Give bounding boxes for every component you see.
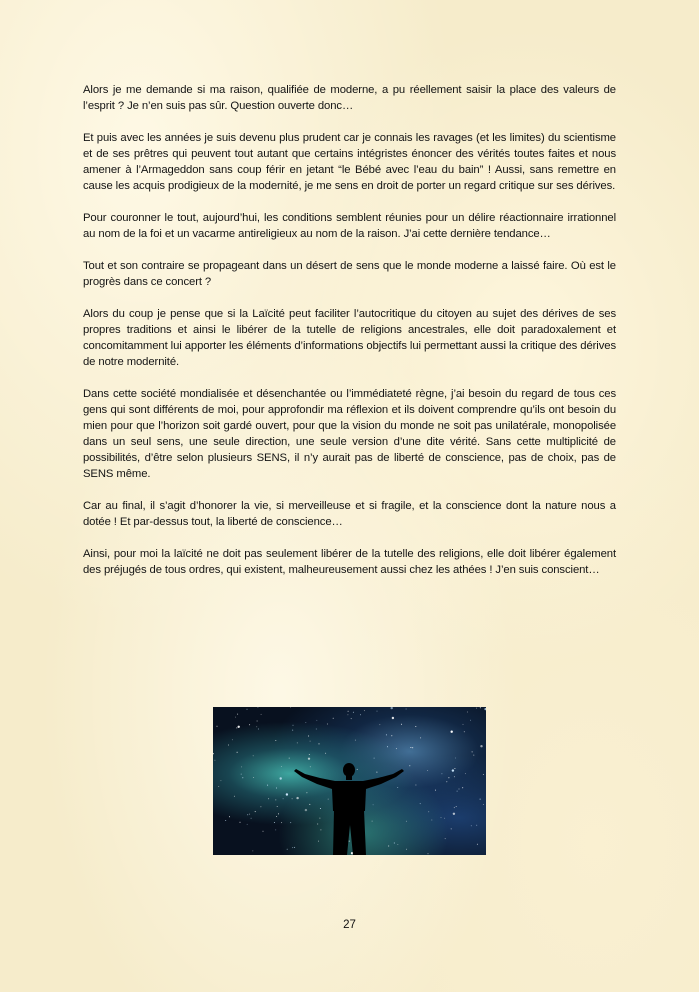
star <box>256 726 257 727</box>
star <box>274 822 275 823</box>
star <box>319 743 320 744</box>
star <box>257 707 258 708</box>
star <box>218 786 219 787</box>
star <box>476 825 477 826</box>
star <box>217 726 218 727</box>
star <box>234 796 235 797</box>
star <box>309 754 310 755</box>
star <box>415 785 416 786</box>
star <box>480 707 481 708</box>
star <box>374 758 375 759</box>
star <box>281 766 282 767</box>
star <box>310 741 311 742</box>
star <box>247 814 248 815</box>
star <box>476 708 477 709</box>
star <box>397 844 398 845</box>
stars <box>213 707 486 854</box>
star <box>372 821 373 822</box>
star <box>241 774 242 775</box>
star <box>441 773 442 774</box>
star <box>253 777 254 778</box>
star <box>379 724 380 725</box>
star <box>247 824 248 825</box>
star <box>293 725 294 726</box>
paragraph: Tout et son contraire se propageant dans un désert de sens que le monde moderne a laissé faire. Où est le progrès dans ce concert ? <box>83 260 616 288</box>
star <box>292 847 293 848</box>
star <box>348 711 349 712</box>
paragraph: Car au final, il s’agit d’honorer la vie, si merveilleuse et si fragile, et la conscience dont la nature nous a dotée ! Et par-dessus tout, la liberté de conscience… <box>83 500 616 528</box>
star <box>257 721 258 722</box>
star <box>391 707 393 709</box>
star <box>297 742 298 743</box>
star <box>290 822 291 823</box>
paragraph: Dans cette société mondialisée et désenchantée ou l’immédiateté règne, j’ai besoin du regard de tous ces gens qui sont différents de moi, pour approfondir ma réflexion et ils doivent comprendre qu’ils ont besoin du mien pour que l’horizon soit gardé ouvert, pour que la vision du monde ne soit pas unilatérale, monopolisée dans un seul sens, une seule direction, une seule version d’une dite vérité. Sans cette multiplicité de possibilités, d’être selon plusieurs SENS, il n’y aurait pas de liberté de conscience, pas de choix, pas de SENS même. <box>83 388 616 480</box>
star <box>410 747 411 748</box>
star <box>477 844 478 845</box>
paragraph: Pour couronner le tout, aujourd’hui, les conditions semblent réunies pour un délire réactionnaire irrationnel au nom de la foi et un vacarme antireligieux au nom de la raison. J’ai cette dernière tendance… <box>83 212 616 240</box>
star <box>213 753 214 754</box>
star <box>357 769 358 770</box>
star <box>238 726 240 728</box>
star <box>428 853 429 854</box>
star <box>451 731 453 733</box>
body-text <box>83 82 616 594</box>
star <box>364 710 365 711</box>
star <box>252 850 253 851</box>
star <box>255 811 256 812</box>
star <box>427 770 428 771</box>
star <box>235 717 236 718</box>
star <box>391 735 392 736</box>
star <box>325 753 326 754</box>
star <box>283 798 284 799</box>
star <box>296 797 298 799</box>
star <box>428 811 429 812</box>
star <box>327 724 328 725</box>
star <box>306 792 307 793</box>
star <box>377 711 378 712</box>
star <box>294 847 295 848</box>
star <box>473 755 474 756</box>
star <box>415 726 416 727</box>
star <box>292 798 293 799</box>
star <box>275 829 276 830</box>
star <box>406 709 407 710</box>
star <box>263 831 264 832</box>
page-number: 27 <box>343 919 356 931</box>
star <box>480 799 481 800</box>
star <box>333 718 334 719</box>
star <box>453 813 455 815</box>
star <box>353 712 354 713</box>
star <box>412 747 413 748</box>
star <box>484 708 486 710</box>
star <box>431 820 432 821</box>
star <box>464 731 465 732</box>
star <box>320 829 321 830</box>
star <box>376 772 377 773</box>
star <box>276 816 277 817</box>
star <box>454 768 455 769</box>
star <box>275 740 276 741</box>
star <box>406 821 407 822</box>
star <box>451 828 452 829</box>
star <box>386 734 387 735</box>
star <box>467 712 468 713</box>
star <box>228 745 229 746</box>
star <box>387 746 388 747</box>
star <box>280 777 282 779</box>
star <box>459 789 460 790</box>
star <box>318 841 319 842</box>
star <box>470 720 471 721</box>
star <box>260 806 261 807</box>
star <box>462 787 463 788</box>
star <box>360 714 361 715</box>
star <box>258 729 259 730</box>
star <box>236 727 237 728</box>
star <box>392 717 394 719</box>
star <box>232 739 233 740</box>
star <box>445 838 446 839</box>
star <box>397 787 398 788</box>
star <box>454 807 455 808</box>
star <box>480 745 482 747</box>
star <box>253 755 254 756</box>
star <box>394 843 395 844</box>
star <box>220 780 221 781</box>
star <box>292 730 293 731</box>
star <box>278 813 279 814</box>
star <box>237 752 238 753</box>
star <box>225 820 226 821</box>
star <box>229 816 230 817</box>
star <box>309 758 310 759</box>
star <box>305 809 307 811</box>
star <box>237 714 238 715</box>
star <box>409 765 410 766</box>
illustration-silhouette-starry-sky <box>213 707 486 855</box>
star <box>214 760 215 761</box>
star <box>261 714 262 715</box>
star <box>456 806 457 807</box>
star <box>483 774 484 775</box>
star <box>241 766 242 767</box>
paragraph: Et puis avec les années je suis devenu plus prudent car je connais les ravages (et les limites) du scientisme et de ses prêtres qui peuvent tout autant que certains intégristes énoncer des vérités toutes faites et nous amener à l’Armageddon sans coup férir en jetant “le Bébé avec l’eau du bain” ! Aussi, sans remettre en cause les acquis prodigieux de la modernité, je me sens en droit de porter un regard critique sur ses dérives. <box>83 132 616 192</box>
star <box>290 707 291 708</box>
star <box>242 777 243 778</box>
star <box>281 822 282 823</box>
star <box>328 799 329 800</box>
star <box>444 818 445 819</box>
star <box>275 799 276 800</box>
star <box>309 804 310 805</box>
star <box>349 841 350 842</box>
star <box>319 818 320 819</box>
star <box>355 740 356 741</box>
star <box>310 766 311 767</box>
star <box>463 724 464 725</box>
star <box>448 777 449 778</box>
star <box>247 709 248 710</box>
star <box>267 785 268 786</box>
star <box>317 824 318 825</box>
star <box>316 729 317 730</box>
star <box>289 758 290 759</box>
star <box>472 751 473 752</box>
star <box>249 814 250 815</box>
star <box>347 714 348 715</box>
star <box>320 808 321 809</box>
star <box>388 846 389 847</box>
star <box>471 825 472 826</box>
star <box>351 718 352 719</box>
star <box>305 722 306 723</box>
star <box>287 849 288 850</box>
star <box>483 804 484 805</box>
paragraph: Ainsi, pour moi la laïcité ne doit pas seulement libérer de la tutelle des religions, elle doit libérer également des préjugés de tous ordres, qui existent, malheureusement aussi chez les athées ! J’en suis conscient… <box>83 548 616 576</box>
star <box>316 720 317 721</box>
star <box>308 736 309 737</box>
star <box>420 737 421 738</box>
star <box>435 790 436 791</box>
star <box>446 781 447 782</box>
star <box>452 769 454 771</box>
star <box>457 791 458 792</box>
star <box>286 793 288 795</box>
star <box>441 817 442 818</box>
star <box>251 818 252 819</box>
star <box>249 724 250 725</box>
starry-sky-image <box>213 707 486 855</box>
star <box>420 803 421 804</box>
star <box>277 806 278 807</box>
paragraph: Alors du coup je pense que si la Laïcité peut faciliter l’autocritique du citoyen au sujet des dérives de ses propres traditions et ainsi le libérer de la tutelle de religions ancestrales, elle doit paradoxalement et concomitamment lui apporter les éléments d’informations objectifs lui permettant aussi la critique des dérives de notre modernité. <box>83 308 616 368</box>
paragraph: Alors je me demande si ma raison, qualifiée de moderne, a pu réellement saisir la place des valeurs de l’esprit ? Je n’en suis pas sûr. Question ouverte donc… <box>83 84 616 112</box>
star <box>240 822 241 823</box>
star <box>406 849 407 850</box>
star <box>465 773 466 774</box>
star <box>268 798 269 799</box>
star <box>276 788 277 789</box>
star <box>454 776 455 777</box>
star <box>373 804 374 805</box>
star <box>401 724 402 725</box>
star <box>396 748 397 749</box>
star <box>455 758 456 759</box>
